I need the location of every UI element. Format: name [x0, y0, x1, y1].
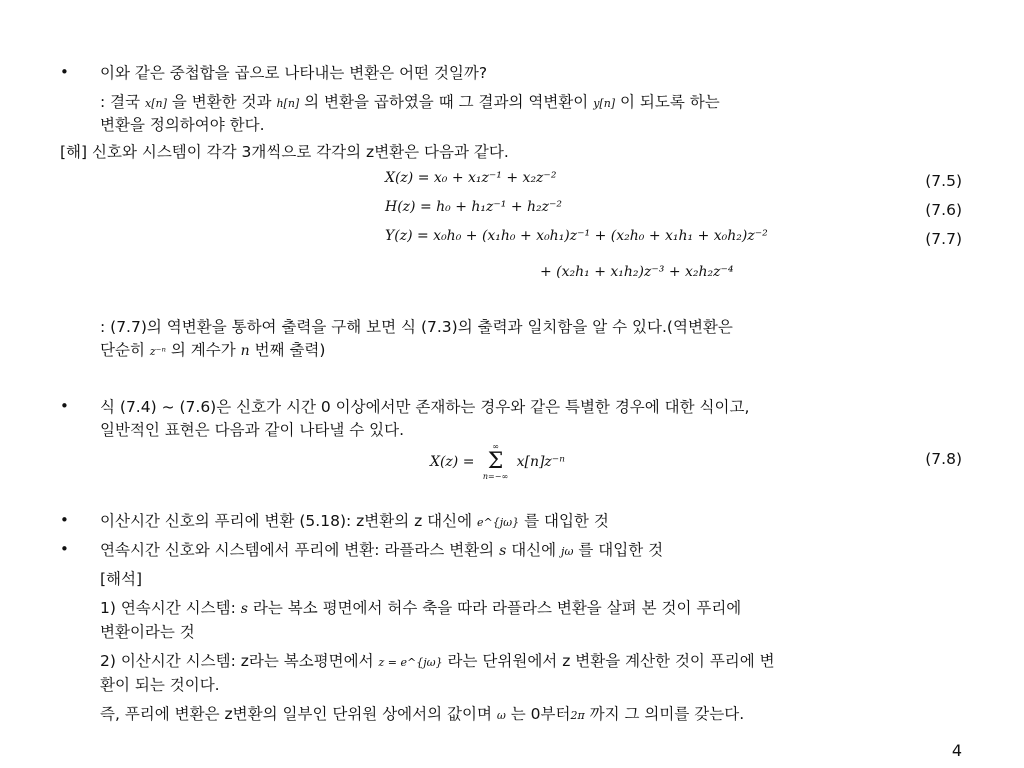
- interpretation-1-line-2: 변환이라는 것: [100, 623, 195, 641]
- equation-number: (7.8): [925, 450, 962, 468]
- text-segment: 1) 연속시간 시스템:: [100, 599, 241, 617]
- math-z-power: z⁻ⁿ: [149, 345, 166, 358]
- interpretation-2-line-1: [100, 651, 775, 673]
- bullet-marker: •: [60, 540, 69, 558]
- text-segment: 까지 그 의미를 갖는다.: [584, 705, 745, 723]
- equation-number: (7.7): [925, 230, 962, 248]
- bullet-marker: •: [60, 63, 69, 81]
- bullet-1-text: [100, 63, 487, 83]
- bullet-marker: •: [60, 397, 69, 415]
- text-segment: 즉, 푸리에 변환은 z변환의 일부인 단위원 상에서의 값이며: [100, 705, 497, 723]
- interpretation-2-line-2: 환이 되는 것이다.: [100, 676, 220, 694]
- text-segment: 는 0부터: [505, 705, 571, 723]
- bullet-4-text: [100, 540, 663, 562]
- bullet-1-explanation-line-2: 변환을 정의하여야 한다.: [100, 116, 265, 134]
- bullet-1-explanation-line-1: [100, 92, 962, 114]
- text-segment: 2) 이산시간 시스템: z라는 복소평면에서: [100, 652, 379, 670]
- text-segment: 를 대입한 것: [519, 512, 609, 530]
- bullet-3-text: [100, 511, 609, 533]
- equation-7-8: [430, 442, 565, 482]
- text-segment: 를 대입한 것: [573, 541, 664, 559]
- math-z-eq-e-jw: z = e^{jω}: [378, 656, 443, 669]
- sum-upper-limit: ∞: [492, 442, 499, 451]
- math-2pi: 2π: [570, 709, 585, 722]
- math-y-n: y[n]: [593, 97, 616, 110]
- equation-number: (7.6): [925, 201, 962, 219]
- sum-lower-limit: n=−∞: [482, 472, 509, 481]
- math-omega: ω: [496, 709, 506, 722]
- math-s: s: [240, 601, 248, 617]
- equation-7-6: H(z) = h₀ + h₁z⁻¹ + h₂z⁻²: [385, 199, 563, 215]
- bullet-1-label: 이와 같은 중첩합을 곱으로 나타내는 변환은 어떤 것일까?: [100, 64, 488, 82]
- comment-line-1: : (7.7)의 역변환을 통하여 출력을 구해 보면 식 (7.3)의 출력과 일치함을 알 수 있다.(역변환은: [100, 318, 733, 336]
- solution-heading: [해] 신호와 시스템이 각각 3개씩으로 각각의 z변환은 다음과 같다.: [60, 143, 509, 161]
- text-segment: 을 변환한 것과: [166, 93, 277, 111]
- text-segment: 의 변환을 곱하였을 때 그 결과의 역변환이: [299, 93, 594, 111]
- math-n: n: [240, 343, 250, 359]
- bullet-2-line-2: 일반적인 표현은 다음과 같이 나타낼 수 있다.: [100, 421, 405, 439]
- page-number: 4: [951, 741, 962, 760]
- text-segment: 단순히: [100, 341, 150, 359]
- eq-rhs: x[n]z⁻ⁿ: [516, 454, 565, 470]
- text-segment: 라는 복소 평면에서 허수 축을 따라 라플라스 변환을 살펴 본 것이 푸리에: [247, 599, 742, 617]
- equation-number: (7.5): [925, 172, 962, 190]
- summation: [483, 442, 508, 482]
- interpretation-1-line-1: [100, 598, 741, 619]
- math-jw: jω: [561, 545, 574, 558]
- text-segment: 의 계수가: [165, 341, 241, 359]
- text-segment: 연속시간 신호와 시스템에서 푸리에 변환: 라플라스 변환의: [100, 541, 500, 559]
- comment-line-2: [100, 340, 325, 362]
- interpretation-label: [해석]: [100, 570, 143, 588]
- text-segment: : 결국: [100, 93, 146, 111]
- bullet-2-line-1: 식 (7.4) ~ (7.6)은 신호가 시간 0 이상에서만 존재하는 경우와 같은 특별한 경우에 대한 식이고,: [100, 398, 750, 416]
- interpretation-3: [100, 704, 744, 726]
- text-segment: 대신에: [506, 541, 562, 559]
- math-h-n: h[n]: [276, 97, 300, 110]
- math-s: s: [499, 543, 507, 559]
- text-segment: 이 되도록 하는: [615, 93, 720, 111]
- eq-lhs: X(z) =: [430, 454, 475, 470]
- text-segment: 라는 단위원에서 z 변환을 계산한 것이 푸리에 변: [442, 652, 775, 670]
- equation-7-7-line-2: + (x₂h₁ + x₁h₂)z⁻³ + x₂h₂z⁻⁴: [540, 264, 734, 280]
- text-segment: 번째 출력): [249, 341, 326, 359]
- bullet-marker: •: [60, 511, 69, 529]
- equation-7-7-line-1: Y(z) = x₀h₀ + (x₁h₀ + x₀h₁)z⁻¹ + (x₂h₀ + x₁h₁ + x₀h₂)z⁻²: [385, 228, 768, 244]
- text-segment: 이산시간 신호의 푸리에 변환 (5.18): z변환의 z 대신에: [100, 512, 478, 530]
- math-x-n: x[n]: [145, 97, 167, 110]
- equation-7-5: X(z) = x₀ + x₁z⁻¹ + x₂z⁻²: [385, 170, 557, 186]
- sigma-symbol: Σ: [487, 449, 504, 474]
- math-e-jw: e^{jω}: [477, 516, 520, 529]
